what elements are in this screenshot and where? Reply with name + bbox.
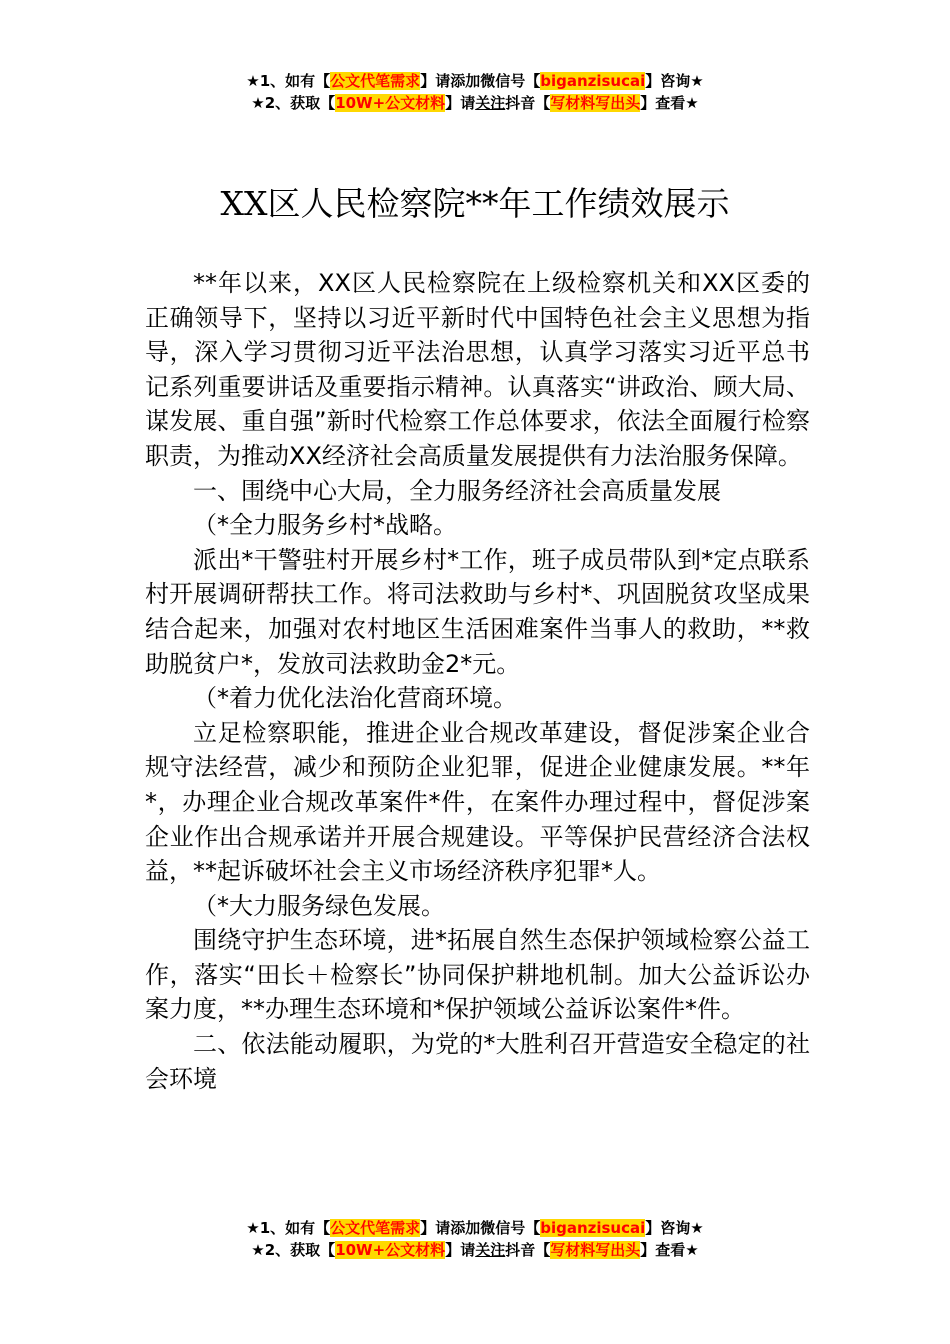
promo-line-2 bbox=[0, 92, 950, 114]
promo-highlight-wechat-id: biganzisucai bbox=[540, 1219, 646, 1237]
promo-text: ★1、如有【 bbox=[246, 72, 331, 90]
subheading-1: （*全力服务乡村*战略。 bbox=[193, 511, 457, 540]
promo-banner-top bbox=[0, 70, 950, 114]
promo-text: ★2、获取【 bbox=[251, 1241, 336, 1259]
promo-line-2 bbox=[0, 1239, 950, 1261]
promo-line-1 bbox=[0, 70, 950, 92]
promo-highlight: 公文代笔需求 bbox=[330, 1219, 421, 1237]
promo-underlined: 关注 bbox=[475, 1241, 506, 1259]
heading-section-2: 二、依法能动履职，为党的*大胜利召开营造安全稳定的社会环境 bbox=[145, 1030, 810, 1093]
promo-highlight: 公文代笔需求 bbox=[330, 72, 421, 90]
paragraph: 派出*干警驻村开展乡村*工作，班子成员带队到*定点联系村开展调研帮扶工作。将司法救助与乡村*、巩固脱贫攻坚成果结合起来，加强对农村地区生活困难案件当事人的救助，**救助脱贫户*，发放司法救助金2*元。 bbox=[145, 545, 810, 678]
promo-text: ★1、如有【 bbox=[246, 1219, 331, 1237]
promo-text: 】请 bbox=[445, 1241, 476, 1259]
promo-highlight: 10W+公文材料 bbox=[335, 94, 446, 112]
promo-line-1 bbox=[0, 1217, 950, 1239]
promo-highlight-wechat-id: biganzisucai bbox=[540, 72, 646, 90]
subheading-3: （*大力服务绿色发展。 bbox=[193, 891, 445, 920]
promo-highlight-douyin: 写材料写出头 bbox=[550, 1241, 641, 1259]
promo-text: 】请添加微信号【 bbox=[420, 72, 541, 90]
promo-text: 】咨询★ bbox=[645, 72, 704, 90]
promo-text: ★2、获取【 bbox=[251, 94, 336, 112]
promo-text: 】查看★ bbox=[640, 1241, 699, 1259]
paragraph-intro: **年以来，XX区人民检察院在上级检察机关和XX区委的正确领导下，坚持以习近平新时代中国特色社会主义思想为指导，深入学习贯彻习近平法治思想，认真学习落实习近平总书记系列重要讲话及重要指示精神。认真落实“讲政治、顾大局、谋发展、重自强”新时代检察工作总体要求，依法全面履行检察职责，为推动XX经济社会高质量发展提供有力法治服务保障。 bbox=[145, 269, 810, 470]
document-title: XX区人民检察院**年工作绩效展示 bbox=[220, 184, 730, 223]
promo-text: 抖音【 bbox=[505, 1241, 551, 1259]
heading-section-1: 一、围绕中心大局，全力服务经济社会高质量发展 bbox=[193, 476, 721, 505]
promo-text: 】请添加微信号【 bbox=[420, 1219, 541, 1237]
promo-text: 】查看★ bbox=[640, 94, 699, 112]
promo-text: 】咨询★ bbox=[645, 1219, 704, 1237]
paragraph: 立足检察职能，推进企业合规改革建设，督促涉案企业合规守法经营，减少和预防企业犯罪，促进企业健康发展。**年*，办理企业合规改革案件*件，在案件办理过程中，督促涉案企业作出合规承诺并开展合规建设。平等保护民营经济合法权益，**起诉破坏社会主义市场经济秩序犯罪*人。 bbox=[145, 718, 810, 886]
promo-underlined: 关注 bbox=[475, 94, 506, 112]
document-body bbox=[145, 266, 810, 1096]
subheading-2: （*着力优化法治化营商环境。 bbox=[193, 684, 517, 713]
promo-highlight-douyin: 写材料写出头 bbox=[550, 94, 641, 112]
promo-text: 】请 bbox=[445, 94, 476, 112]
promo-text: 抖音【 bbox=[505, 94, 551, 112]
promo-highlight: 10W+公文材料 bbox=[335, 1241, 446, 1259]
paragraph: 围绕守护生态环境，进*拓展自然生态保护领域检察公益工作，落实“田长＋检察长”协同保护耕地机制。加大公益诉讼办案力度，**办理生态环境和*保护领域公益诉讼案件*件。 bbox=[145, 926, 810, 1024]
promo-banner-bottom bbox=[0, 1217, 950, 1261]
